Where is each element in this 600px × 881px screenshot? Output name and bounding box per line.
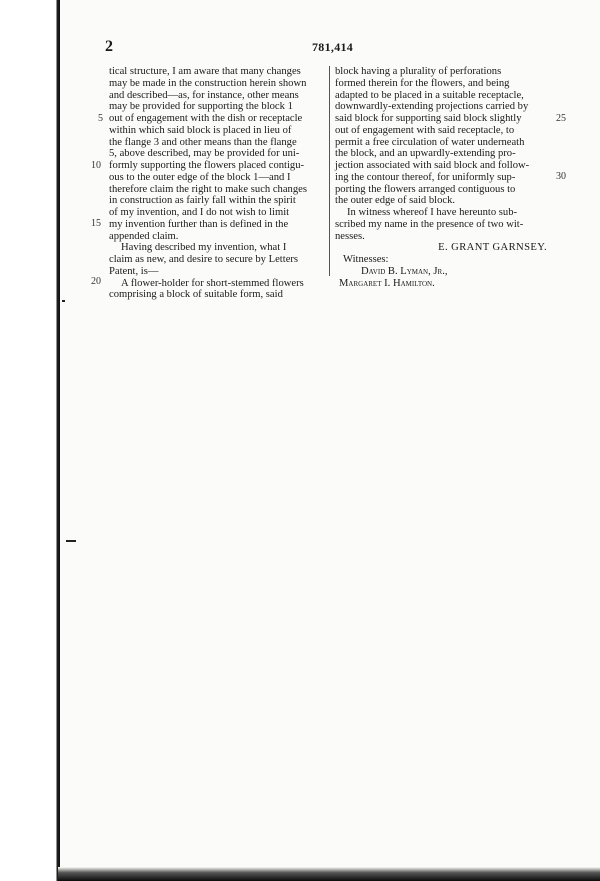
text-line: ous to the outer edge of the block 1—and I	[109, 171, 291, 183]
witnesses-label: Witnesses:	[343, 254, 389, 265]
text-line: in construction as fairly fall within the spirit	[109, 195, 296, 207]
text-line: within which said block is placed in lieu of	[109, 124, 292, 136]
text-line: out of engagement with said receptacle, to	[335, 124, 515, 136]
text-line: formed therein for the flowers, and being	[335, 77, 510, 89]
text-line: and described—as, for instance, other means	[109, 89, 299, 101]
text-line: downwardly-extending projections carried by	[335, 101, 529, 113]
text-line: adapted to be placed in a suitable receptacle,	[335, 89, 524, 101]
text-line: the outer edge of said block.	[335, 195, 456, 207]
patent-number: 781,414	[312, 40, 354, 54]
line-number: 15	[91, 218, 101, 229]
text-line: scribed my name in the presence of two wit-	[335, 218, 524, 230]
text-line: may be made in the construction herein shown	[109, 77, 307, 89]
text-line: said block for supporting said block slightly	[335, 113, 522, 124]
text-line: ing the contour thereof, for uniformly sup-	[335, 171, 516, 183]
line-number: 10	[91, 160, 101, 171]
scan-left-edge	[0, 0, 60, 881]
text-line: therefore claim the right to make such changes	[109, 183, 307, 195]
text-line: A flower-holder for short-stemmed flowers	[121, 277, 304, 289]
witness-name: David B. Lyman, Jr.,	[361, 265, 448, 277]
scan-bottom-edge	[58, 867, 600, 881]
text-line: block having a plurality of perforations	[335, 66, 502, 77]
text-line: porting the flowers arranged contiguous to	[335, 183, 516, 195]
text-line: jection associated with said block and follow-	[335, 160, 530, 171]
left-text-column	[109, 66, 323, 301]
text-line: the block, and an upwardly-extending pro-	[335, 148, 516, 160]
line-number: 5	[98, 113, 103, 124]
signature: E. GRANT GARNSEY.	[438, 242, 547, 254]
witness-name: Margaret I. Hamilton.	[339, 277, 435, 289]
text-line: tical structure, I am aware that many changes	[109, 66, 301, 77]
text-line: the flange 3 and other means than the flange	[109, 136, 297, 148]
line-number: 30	[556, 171, 566, 182]
text-line: permit a free circulation of water underneath	[335, 136, 525, 148]
scan-speck	[62, 300, 65, 302]
text-line: claim as new, and desire to secure by Letters	[109, 254, 299, 265]
text-line: In witness whereof I have hereunto sub-	[347, 207, 518, 218]
text-line: formly supporting the flowers placed contigu-	[109, 160, 305, 171]
text-line: my invention further than is defined in the	[109, 218, 289, 230]
text-line: of my invention, and I do not wish to limit	[109, 207, 290, 218]
line-number: 25	[556, 113, 566, 124]
text-line: comprising a block of suitable form, said	[109, 289, 283, 301]
text-line: 5, above described, may be provided for uni-	[109, 148, 300, 160]
text-line: appended claim.	[109, 230, 179, 242]
text-line: Having described my invention, what I	[121, 242, 287, 254]
scan-speck	[66, 540, 76, 542]
text-line: Patent, is—	[109, 265, 159, 277]
text-line: nesses.	[335, 230, 365, 242]
page-number: 2	[105, 38, 113, 55]
right-text-column	[335, 66, 551, 289]
line-number: 20	[91, 276, 101, 287]
column-divider	[329, 66, 330, 276]
text-line: may be provided for supporting the block 1	[109, 101, 293, 113]
text-line: out of engagement with the dish or receptacle	[109, 113, 303, 124]
